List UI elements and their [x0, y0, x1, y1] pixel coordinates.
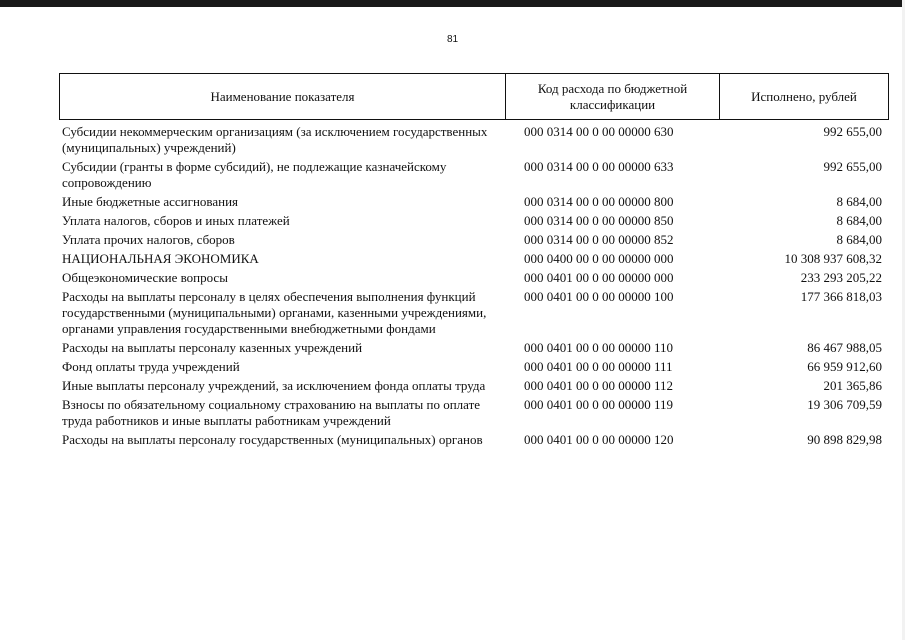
- row-amount: 8 684,00: [836, 213, 882, 228]
- table-row: [62, 194, 882, 210]
- table-row: [62, 340, 882, 356]
- header-name-column: Наименование показателя: [60, 74, 506, 119]
- table-row: [62, 289, 882, 337]
- table-body: [62, 124, 882, 451]
- row-name: Иные выплаты персоналу учреждений, за исключением фонда оплаты труда: [62, 378, 486, 393]
- header-code-column: Код расхода по бюджетной классификации: [506, 74, 720, 119]
- table-row: [62, 232, 882, 248]
- table-row: [62, 432, 882, 448]
- row-code: 000 0314 00 0 00 00000 850: [524, 213, 674, 228]
- row-code: 000 0401 00 0 00 00000 120: [524, 432, 674, 447]
- row-amount: 86 467 988,05: [807, 340, 882, 355]
- row-amount: 992 655,00: [823, 124, 882, 139]
- table-row: [62, 270, 882, 286]
- row-code: 000 0401 00 0 00 00000 119: [524, 397, 674, 412]
- table-row: [62, 124, 882, 156]
- row-name: НАЦИОНАЛЬНАЯ ЭКОНОМИКА: [62, 251, 259, 266]
- row-amount: 10 308 937 608,32: [784, 251, 882, 266]
- header-amount-column: Исполнено, рублей: [751, 88, 857, 104]
- row-code: 000 0401 00 0 00 00000 100: [524, 289, 674, 304]
- table-row: [62, 397, 882, 429]
- row-name: Расходы на выплаты персоналу государственных (муниципальных) органов: [62, 432, 483, 447]
- row-amount: 8 684,00: [836, 194, 882, 209]
- row-name: Уплата налогов, сборов и иных платежей: [62, 213, 290, 228]
- row-amount: 177 366 818,03: [800, 289, 882, 304]
- row-name: Субсидии некоммерческим организациям (за исключением государственных (муниципальных) учреждений): [62, 124, 488, 155]
- row-code: 000 0401 00 0 00 00000 110: [524, 340, 674, 355]
- table-header: [59, 73, 889, 120]
- table-row: [62, 378, 882, 394]
- row-name: Расходы на выплаты персоналу в целях обеспечения выполнения функций государственными (муниципальными) органами, казенными учреждениями, органами управления государственными внебюджетными фондами: [62, 289, 487, 336]
- table-row: [62, 359, 882, 375]
- row-code: 000 0314 00 0 00 00000 630: [524, 124, 674, 139]
- row-name: Субсидии (гранты в форме субсидий), не подлежащие казначейскому сопровождению: [62, 159, 447, 190]
- row-code: 000 0400 00 0 00 00000 000: [524, 251, 674, 266]
- table-row: [62, 251, 882, 267]
- row-amount: 992 655,00: [823, 159, 882, 174]
- row-amount: 19 306 709,59: [807, 397, 882, 412]
- row-name: Общеэкономические вопросы: [62, 270, 228, 285]
- row-code: 000 0401 00 0 00 00000 111: [524, 359, 673, 374]
- row-code: 000 0401 00 0 00 00000 112: [524, 378, 674, 393]
- row-amount: 233 293 205,22: [800, 270, 882, 285]
- row-amount: 201 365,86: [823, 378, 882, 393]
- row-code: 000 0401 00 0 00 00000 000: [524, 270, 674, 285]
- row-code: 000 0314 00 0 00 00000 800: [524, 194, 674, 209]
- row-name: Иные бюджетные ассигнования: [62, 194, 239, 209]
- row-name: Фонд оплаты труда учреждений: [62, 359, 240, 374]
- table-row: [62, 159, 882, 191]
- row-name: Уплата прочих налогов, сборов: [62, 232, 235, 247]
- page-number: 81: [446, 34, 459, 45]
- row-code: 000 0314 00 0 00 00000 633: [524, 159, 674, 174]
- row-amount: 90 898 829,98: [807, 432, 882, 447]
- row-code: 000 0314 00 0 00 00000 852: [524, 232, 674, 247]
- row-name: Взносы по обязательному социальному страхованию на выплаты по оплате труда работников и иные выплаты работникам учреждений: [62, 397, 481, 428]
- top-border-bar: [0, 0, 905, 7]
- row-amount: 8 684,00: [836, 232, 882, 247]
- row-name: Расходы на выплаты персоналу казенных учреждений: [62, 340, 363, 355]
- row-amount: 66 959 912,60: [807, 359, 882, 374]
- table-row: [62, 213, 882, 229]
